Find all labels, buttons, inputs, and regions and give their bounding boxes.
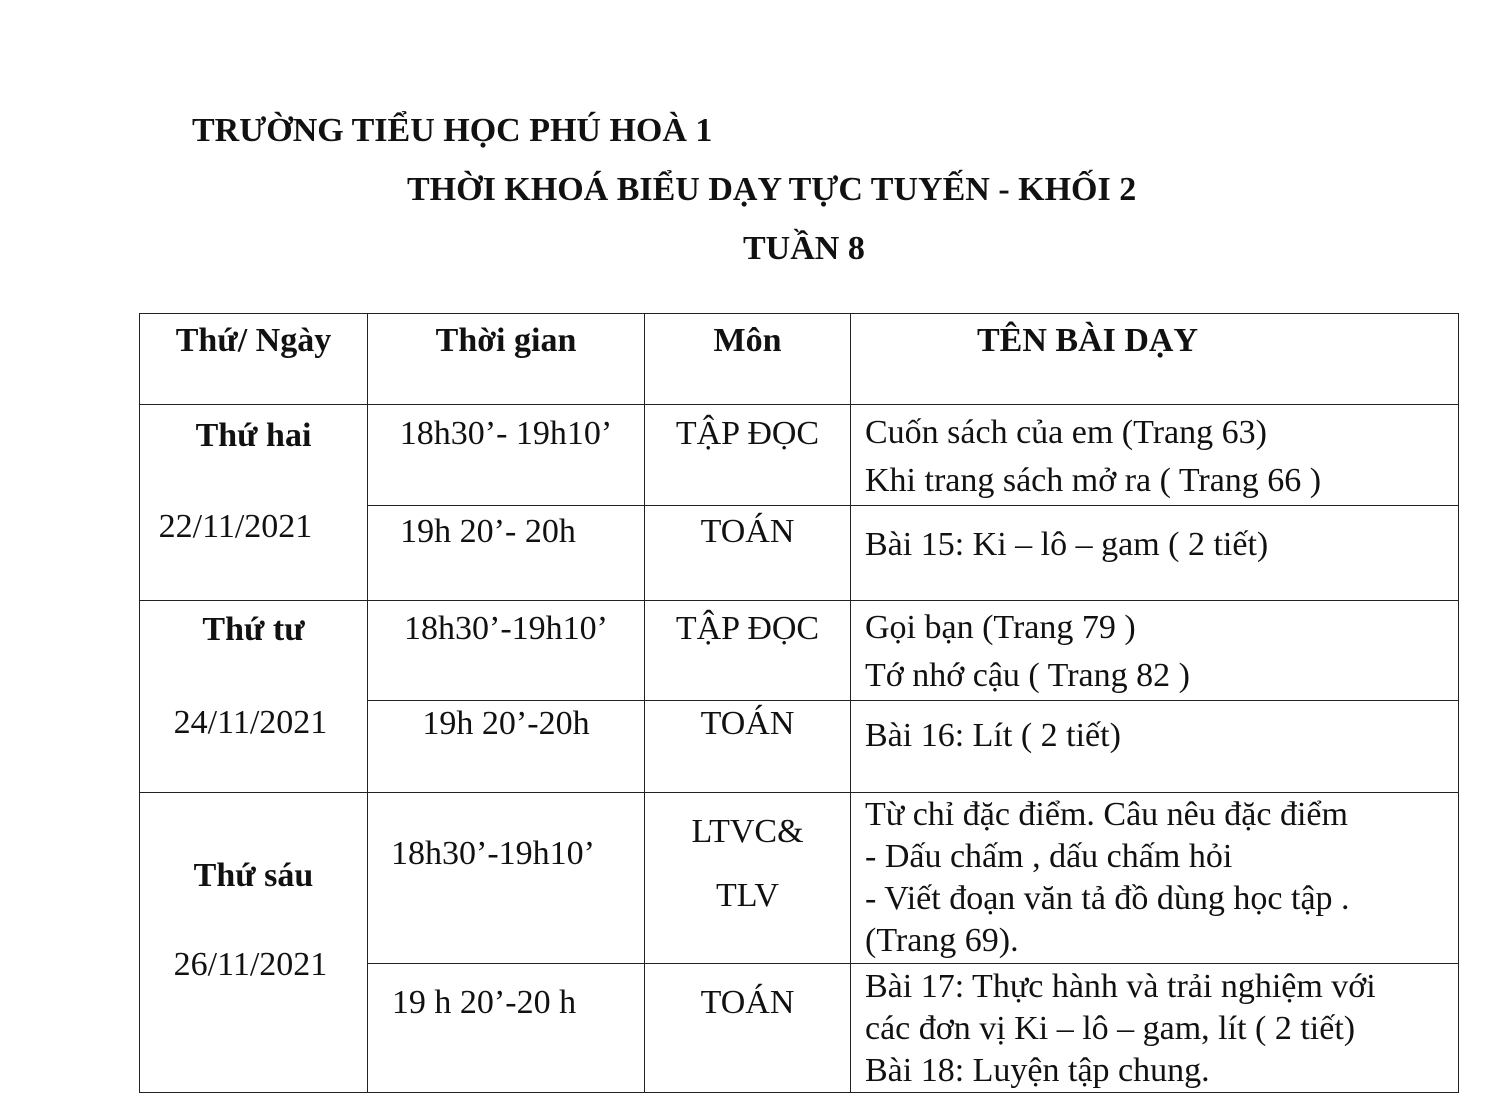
lesson-cell [851,964,1459,1093]
table-row [140,793,1459,964]
lesson-line: các đơn vị Ki – lô – gam, lít ( 2 tiết) [865,1010,1356,1047]
lesson-cell [851,506,1459,601]
lesson-line: Tớ nhớ cậu ( Trang 82 ) [865,657,1190,694]
subject-line: TOÁN [700,513,795,550]
lesson-line: - Viết đoạn văn tả đồ dùng học tập . [865,880,1350,917]
table-row [140,405,1459,506]
column-header-day: Thứ/ Ngày [140,314,368,405]
subject-line: TOÁN [700,705,795,742]
session-time-text: 19h 20’-20h [422,705,590,742]
schedule-table [139,313,1459,1093]
lesson-line: Cuốn sách của em (Trang 63) [865,414,1267,451]
day-date: 24/11/2021 [173,703,328,741]
lesson-line: Gọi bạn (Trang 79 ) [865,609,1136,646]
session-time [368,701,645,793]
session-time-text: 18h30’-19h10’ [404,610,608,647]
session-time [368,964,645,1093]
school-name: TRƯỜNG TIỂU HỌC PHÚ HOÀ 1 [192,112,713,149]
session-time [368,506,645,601]
day-cell [140,793,368,1093]
lesson-cell [851,405,1459,506]
lesson-line: Bài 16: Lít ( 2 tiết) [865,717,1121,754]
subject-line: TOÁN [700,984,795,1021]
lesson-cell [851,601,1459,701]
lesson-cell [851,701,1459,793]
subject-line: TLV [716,877,779,914]
day-name: Thứ hai [195,417,312,454]
document-title: THỜI KHOÁ BIỂU DẠY TỰC TUYẾN - KHỐI 2 [407,171,1137,208]
session-time [368,601,645,701]
session-subject [645,405,851,506]
day-date: 22/11/2021 [158,507,313,545]
session-subject [645,506,851,601]
day-cell [140,601,368,793]
session-time-text: 19 h 20’-20 h [391,984,577,1021]
lesson-line: Bài 15: Ki – lô – gam ( 2 tiết) [865,526,1269,563]
day-name: Thứ sáu [193,857,314,894]
day-name: Thứ tư [202,611,305,648]
session-time [368,405,645,506]
lesson-line: - Dấu chấm , dấu chấm hỏi [865,838,1233,875]
column-header-subject: Môn [645,314,851,405]
session-time [368,793,645,964]
week-label: TUẦN 8 [743,230,865,267]
table-header-row [140,314,1459,405]
session-subject [645,964,851,1093]
lesson-line: Từ chỉ đặc điểm. Câu nêu đặc điểm [865,796,1348,833]
lesson-cell [851,793,1459,964]
day-cell [140,405,368,601]
session-time-text: 18h30’- 19h10’ [399,415,613,452]
day-date: 26/11/2021 [173,945,328,983]
lesson-line: Bài 18: Luyện tập chung. [865,1052,1210,1089]
lesson-line: (Trang 69). [865,922,1019,959]
column-header-time: Thời gian [368,314,645,405]
table-row [140,601,1459,701]
session-subject [645,701,851,793]
session-subject [645,793,851,964]
session-time-text: 18h30’-19h10’ [391,835,595,872]
session-subject [645,601,851,701]
subject-line: LTVC& [691,813,804,850]
subject-line: TẬP ĐỌC [675,610,820,647]
lesson-line: Bài 17: Thực hành và trải nghiệm với [865,968,1376,1005]
lesson-line: Khi trang sách mở ra ( Trang 66 ) [865,462,1322,499]
subject-line: TẬP ĐỌC [675,415,820,452]
column-header-lesson: TÊN BÀI DẠY [851,314,1459,405]
session-time-text: 19h 20’- 20h [400,513,576,550]
